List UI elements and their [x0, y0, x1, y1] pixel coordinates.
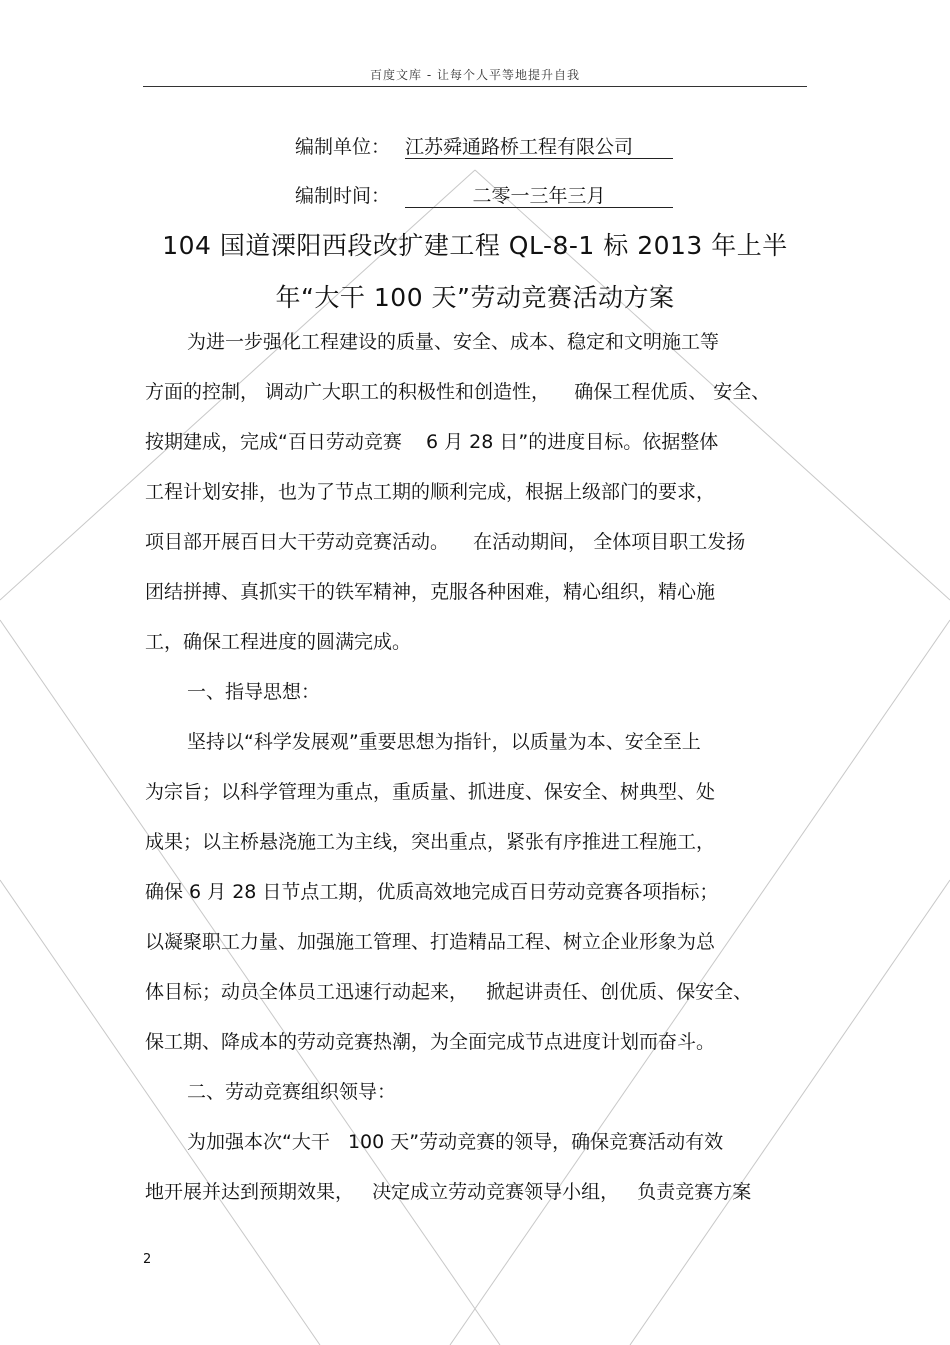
document-title-line-2: 年“大干 100 天”劳动竞赛活动方案 [275, 283, 675, 312]
body-line: 确保 6 月 28 日节点工期，优质高效地完成百日劳动竞赛各项指标； [145, 881, 719, 903]
body-line: 方面的控制， 调动广大职工的积极性和创造性， 确保工程优质、 安全、 [145, 381, 771, 403]
body-line: 为加强本次“大干 100 天”劳动竞赛的领导，确保竞赛活动有效 [187, 1131, 724, 1153]
body-line: 为进一步强化工程建设的质量、安全、成本、稳定和文明施工等 [187, 331, 720, 353]
body-line: 为宗旨；以科学管理为重点，重质量、抓进度、保安全、树典型、处 [145, 781, 716, 803]
section-heading: 一、指导思想： [187, 681, 321, 703]
body-line: 坚持以“科学发展观”重要思想为指针，以质量为本、安全至上 [187, 731, 701, 753]
time-value: 二零一三年三月 [405, 181, 673, 208]
body-line: 体目标；动员全体员工迅速行动起来， 掀起讲责任、创优质、保安全、 [145, 981, 753, 1003]
time-label: 编制时间： [295, 185, 391, 207]
unit-value: 江苏舜通路桥工程有限公司 [405, 132, 673, 159]
document-title-line-1: 104 国道溧阳西段改扩建工程 QL-8-1 标 2013 年上半 [162, 231, 788, 260]
page-header: 百度文库 - 让每个人平等地提升自我 [370, 68, 580, 82]
unit-label: 编制单位： [295, 136, 391, 158]
body-line: 项目部开展百日大干劳动竞赛活动。 在活动期间， 全体项目职工发扬 [145, 531, 746, 553]
meta-time-row [0, 181, 950, 211]
body-line: 工程计划安排，也为了节点工期的顺利完成，根据上级部门的要求， [145, 481, 716, 503]
body-line: 按期建成，完成“百日劳动竞赛 6 月 28 日”的进度目标。依据整体 [145, 431, 719, 453]
header-divider [143, 86, 807, 87]
page-number: 2 [143, 1252, 152, 1267]
body-line: 地开展并达到预期效果， 决定成立劳动竞赛领导小组， 负责竞赛方案 [145, 1181, 752, 1203]
meta-unit-row [0, 132, 950, 162]
body-line: 保工期、降成本的劳动竞赛热潮，为全面完成节点进度计划而奋斗。 [145, 1031, 716, 1053]
body-line: 成果；以主桥悬浇施工为主线，突出重点，紧张有序推进工程施工， [145, 831, 716, 853]
section-heading: 二、劳动竞赛组织领导： [187, 1081, 397, 1103]
body-line: 工，确保工程进度的圆满完成。 [145, 631, 412, 653]
body-line: 以凝聚职工力量、加强施工管理、打造精品工程、树立企业形象为总 [145, 931, 716, 953]
body-line: 团结拼搏、真抓实干的铁军精神，克服各种困难，精心组织，精心施 [145, 581, 716, 603]
